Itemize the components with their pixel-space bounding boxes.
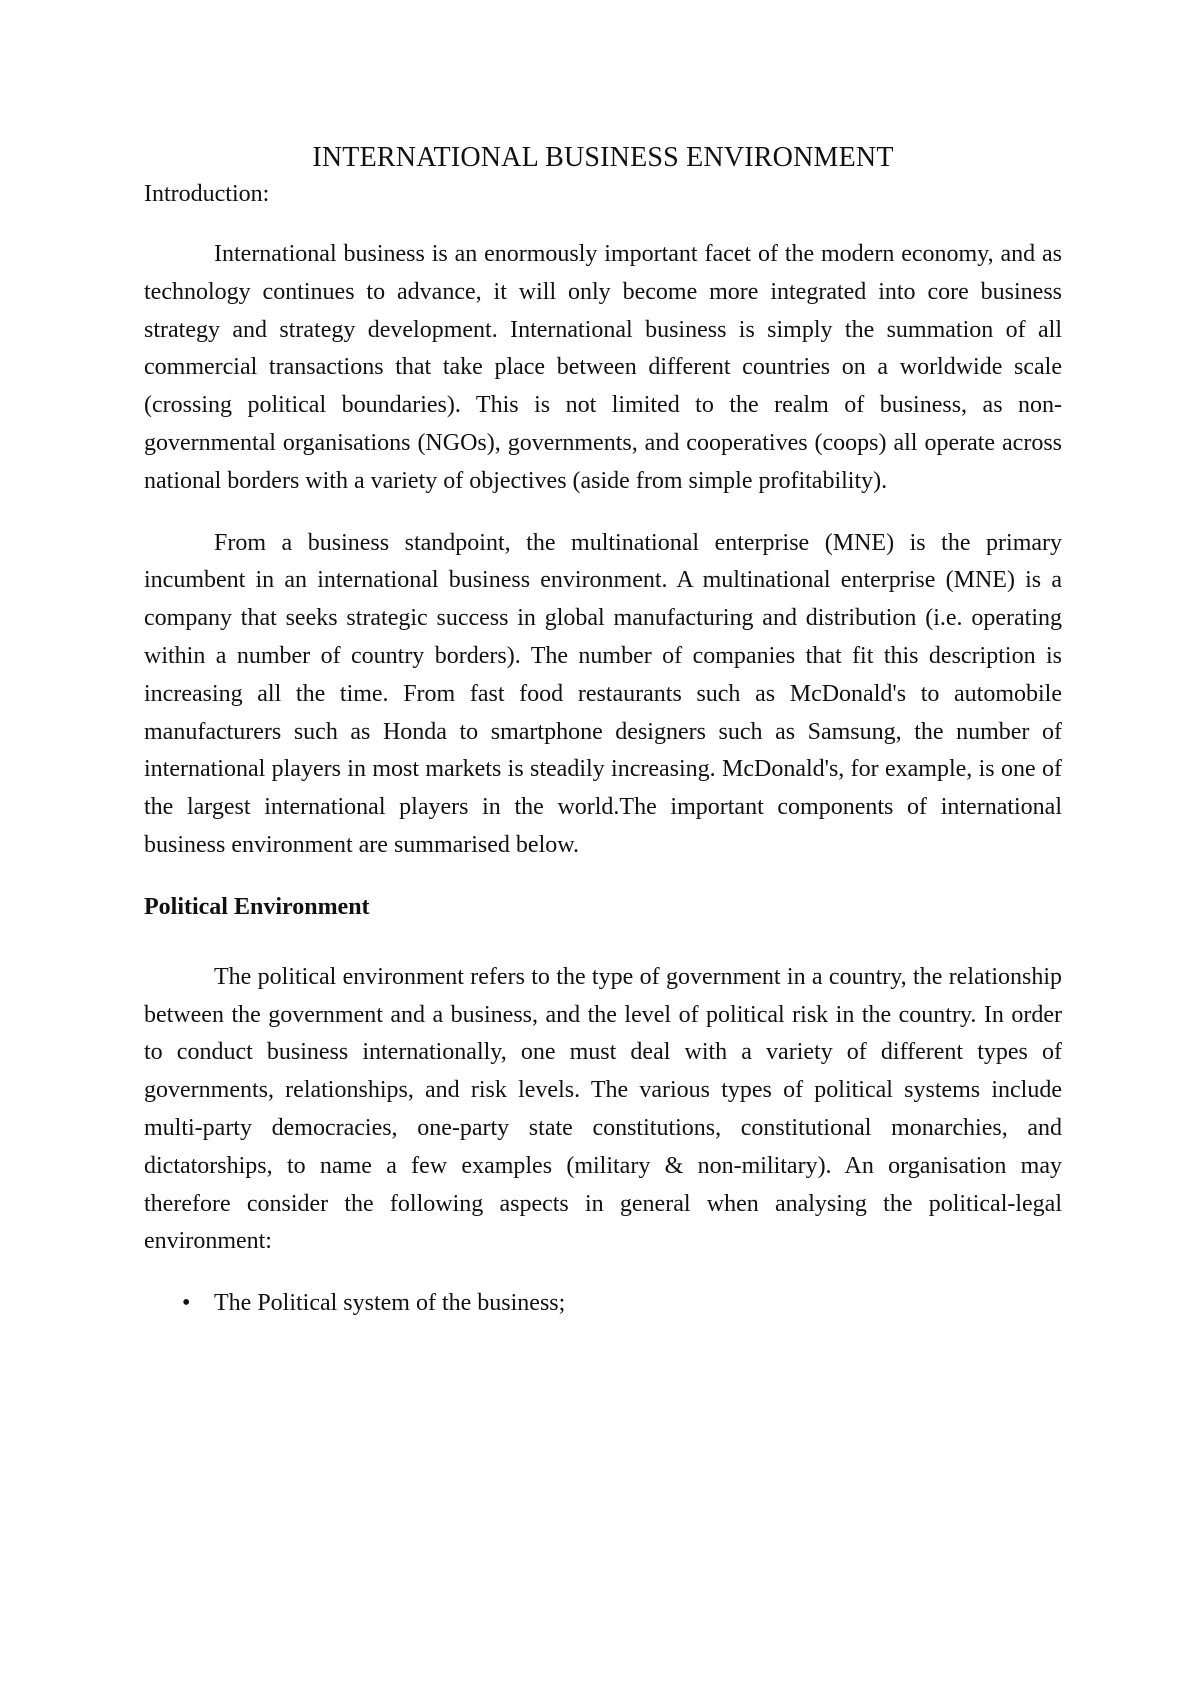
political-environment-paragraph: The political environment refers to the type of government in a country, the relationship between the government and a business, and the level of political risk in the country. In order to conduct business internationally, one must deal with a variety of different types of governments, relationships, and risk levels. The various types of political systems include multi-party democracies, one-party state constitutions, constitutional monarchies, and dictatorships, to name a few examples (military & non-military). An organisation may therefore consider the following aspects in general when analysing the political-legal environment: <box>144 963 1062 1255</box>
document-page <box>144 140 1062 1322</box>
intro-paragraph-1: International business is an enormously important facet of the modern economy, and as technology continues to advance, it will only become more integrated into core business strategy and strategy development. International business is simply the summation of all commercial transactions that take place between different countries on a worldwide scale (crossing political boundaries). This is not limited to the realm of business, as non-governmental organisations (NGOs), governments, and cooperatives (coops) all operate across national borders with a variety of objectives (aside from simple profitability). <box>144 241 1062 494</box>
intro-paragraph-2: From a business standpoint, the multinational enterprise (MNE) is the primary incumbent in an international business environment. A multinational enterprise (MNE) is a company that seeks strategic success in global manufacturing and distribution (i.e. operating within a number of country borders). The number of companies that fit this description is increasing all the time. From fast food restaurants such as McDonald's to automobile manufacturers such as Honda to smartphone designers such as Samsung, the number of international players in most markets is steadily increasing. McDonald's, for example, is one of the largest international players in the world.The important components of international business environment are summarised below. <box>144 529 1062 858</box>
bullet-icon: • <box>182 1290 191 1317</box>
political-aspects-list <box>144 1285 1062 1322</box>
list-item-text: The Political system of the business; <box>214 1290 566 1317</box>
intro-label: Introduction: <box>144 181 270 207</box>
document-title: INTERNATIONAL BUSINESS ENVIRONMENT <box>312 142 894 173</box>
list-item <box>144 1285 1062 1322</box>
section-heading-political-environment: Political Environment <box>144 893 370 920</box>
